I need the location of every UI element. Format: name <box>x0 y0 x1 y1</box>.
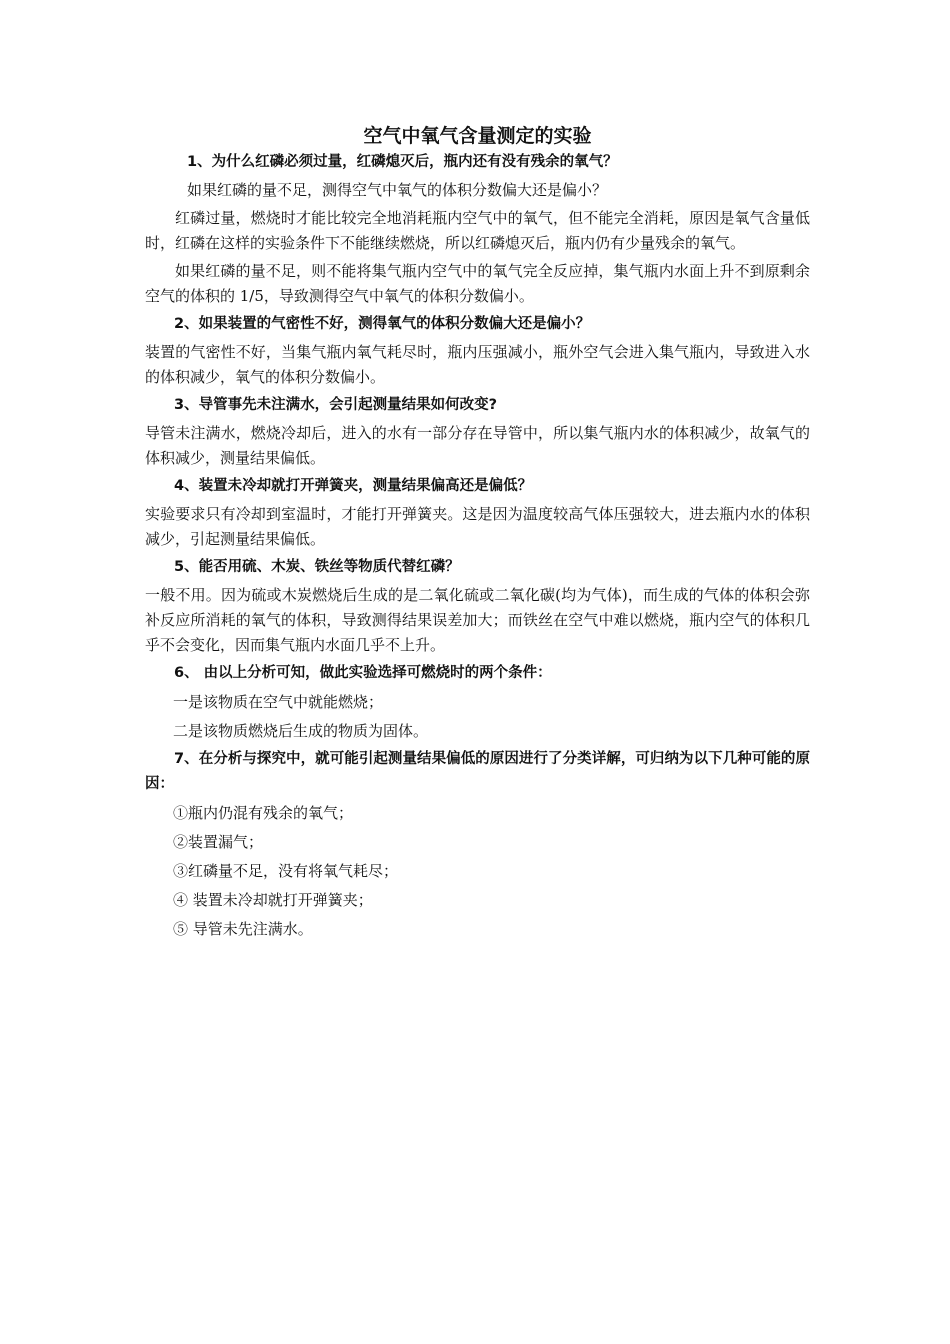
condition-1: 一是该物质在空气中就能燃烧； <box>173 693 384 711</box>
reason-4: ④ 装置未冷却就打开弹簧夹； <box>173 891 373 909</box>
question-5: 5、能否用硫、木炭、铁丝等物质代替红磷？ <box>174 559 460 575</box>
question-6: 6、 由以上分析可知，做此实验选择可燃烧时的两个条件： <box>174 665 552 681</box>
question-2: 2、如果装置的气密性不好，测得氧气的体积分数偏大还是偏小？ <box>174 316 591 332</box>
reason-3: ③红磷量不足，没有将氧气耗尽； <box>173 862 399 880</box>
answer-2: 装置的气密性不好，当集气瓶内氧气耗尽时，瓶内压强减小，瓶外空气会进入集气瓶内，导致进入水的体积减少，氧气的体积分数偏小。 <box>145 343 810 386</box>
sub-question-1: 如果红磷的量不足，测得空气中氧气的体积分数偏大还是偏小？ <box>187 181 608 199</box>
answer-1a: 红磷过量，燃烧时才能比较完全地消耗瓶内空气中的氧气，但不能完全消耗，原因是氧气含量低时，红磷在这样的实验条件下不能继续燃烧，所以红磷熄灭后，瓶内仍有少量残余的氧气。 <box>145 209 810 252</box>
answer-3: 导管未注满水，燃烧冷却后，进入的水有一部分存在导管中，所以集气瓶内水的体积减少，故氧气的体积减少，测量结果偏低。 <box>145 424 810 467</box>
question-1: 1、为什么红磷必须过量，红磷熄灭后，瓶内还有没有残余的氧气？ <box>187 154 618 170</box>
condition-2: 二是该物质燃烧后生成的物质为固体。 <box>173 722 429 740</box>
question-3: 3、导管事先未注满水，会引起测量结果如何改变? <box>174 397 497 413</box>
document-body <box>145 122 810 942</box>
answer-1b: 如果红磷的量不足，则不能将集气瓶内空气中的氧气完全反应掉，集气瓶内水面上升不到原剩余空气的体积的 1/5，导致测得空气中氧气的体积分数偏小。 <box>145 262 810 305</box>
question-7: 7、在分析与探究中，就可能引起测量结果偏低的原因进行了分类详解，可归纳为以下几种可能的原因： <box>145 751 810 792</box>
page-title: 空气中氧气含量测定的实验 <box>363 125 592 147</box>
answer-5: 一般不用。因为硫或木炭燃烧后生成的是二氧化硫或二氧化碳(均为气体)，而生成的气体的体积会弥补反应所消耗的氧气的体积，导致测得结果误差加大；而铁丝在空气中难以燃烧，瓶内空气的体积几乎不会变化，因而集气瓶内水面几乎不上升。 <box>145 586 810 654</box>
reason-5: ⑤ 导管未先注满水。 <box>173 920 313 938</box>
reason-2: ②装置漏气； <box>173 833 264 851</box>
answer-4: 实验要求只有冷却到室温时，才能打开弹簧夹。这是因为温度较高气体压强较大，进去瓶内水的体积减少，引起测量结果偏低。 <box>145 505 810 548</box>
reason-1: ①瓶内仍混有残余的氧气； <box>173 804 354 822</box>
question-4: 4、装置未冷却就打开弹簧夹，测量结果偏高还是偏低？ <box>174 478 533 494</box>
